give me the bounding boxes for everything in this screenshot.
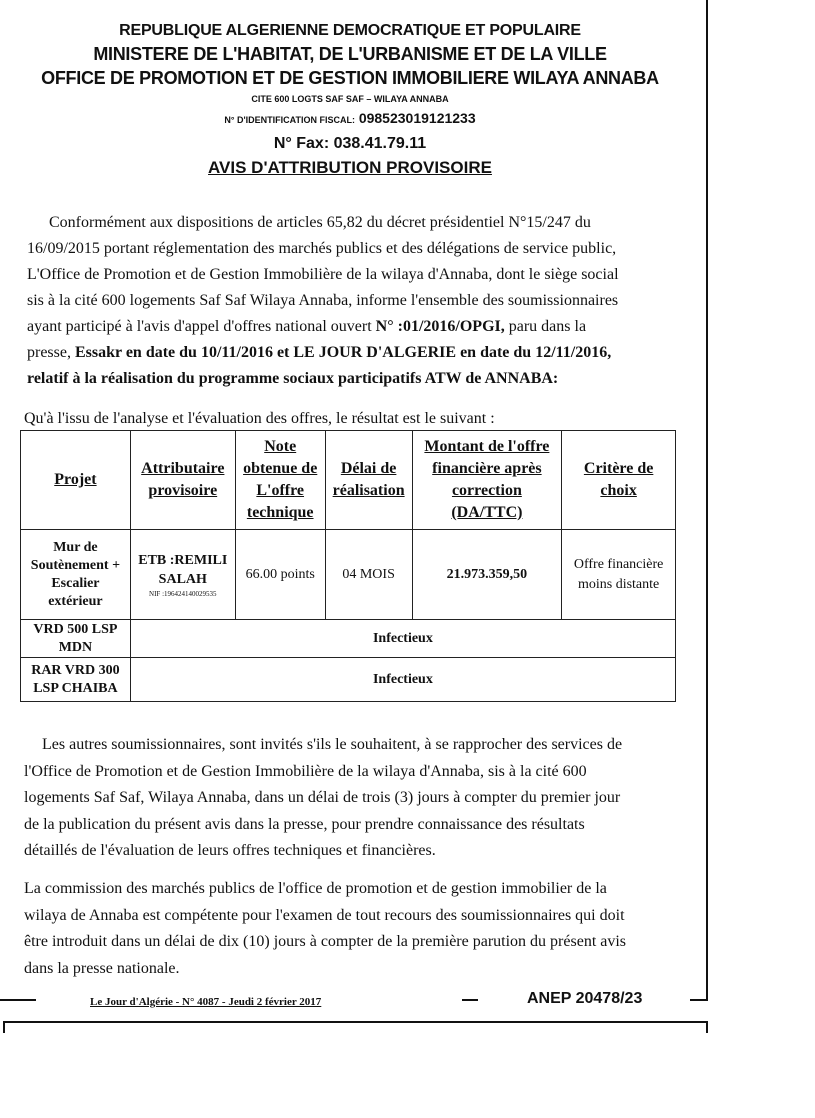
- row2-status: Infectieux: [130, 620, 675, 658]
- row1-delai: 04 MOIS: [325, 530, 412, 620]
- press-dates: Essakr en date du 10/11/2016 et LE JOUR D'ALGERIE en date du 12/11/2016,: [74, 344, 612, 361]
- p3-line4: dans la presse nationale.: [24, 959, 180, 977]
- p1-line3: L'Office de Promotion et de Gestion Immobilière de la wilaya d'Annaba, dont le siège social: [27, 266, 619, 283]
- row1-note: 66.00 points: [235, 530, 325, 620]
- header-fiscal: [40, 110, 660, 126]
- p1-line4: sis à la cité 600 logements Saf Saf Wilaya Annaba, informe l'ensemble des soumissionnaires: [27, 292, 619, 309]
- header-office: OFFICE DE PROMOTION ET DE GESTION IMMOBILIERE WILAYA ANNABA: [41, 68, 659, 88]
- fiscal-label: N° D'IDENTIFICATION FISCAL:: [224, 115, 355, 125]
- anep-reference: ANEP 20478/23: [527, 990, 643, 1007]
- table-row: [21, 530, 676, 620]
- header-address: CITE 600 LOGTS SAF SAF – WILAYA ANNABA: [251, 94, 449, 104]
- tender-number: N° :01/2016/OPGI,: [375, 318, 505, 335]
- notice-title: AVIS D'ATTRIBUTION PROVISOIRE: [208, 158, 492, 177]
- header-critere: Critère de choix: [562, 431, 676, 530]
- p3-line1: La commission des marchés publics de l'office de promotion et de gestion immobilier de la: [24, 880, 607, 897]
- header-republic: REPUBLIQUE ALGERIENNE DEMOCRATIQUE ET POPULAIRE: [119, 22, 581, 39]
- row1-projet: Mur de Soutènement + Escalier extérieur: [21, 530, 131, 620]
- row1-attributaire: ETB :REMILI SALAH NIF :196424140029535: [130, 530, 235, 620]
- bottom-frame-right: [706, 1021, 708, 1033]
- header-note: Note obtenue de L'offre technique: [235, 431, 325, 530]
- footer-rule-right: [690, 999, 708, 1001]
- footer-rule-left: [0, 999, 36, 1001]
- p3-line3: être introduit dans un délai de dix (10) jours à compter de la première parution du présent avis: [24, 933, 627, 950]
- p1-line7: relatif à la réalisation du programme sociaux participatifs ATW de ANNABA:: [27, 370, 559, 387]
- header-delai: Délai de réalisation: [325, 431, 412, 530]
- right-border: [706, 0, 708, 1000]
- p2-line2: l'Office de Promotion et de Gestion Immobilière de la wilaya d'Annaba, sis à la cité 600: [24, 762, 587, 780]
- row3-projet: RAR VRD 300 LSP CHAIBA: [21, 658, 131, 702]
- p1-line5: [27, 314, 667, 340]
- p1-line1: Conformément aux dispositions de articles 65,82 du décret présidentiel N°15/247 du: [49, 214, 591, 231]
- nif-number: NIF :196424140029535: [149, 589, 217, 598]
- p2-line1: Les autres soumissionnaires, sont invités s'ils le souhaitent, à se rapprocher des services de: [42, 736, 623, 753]
- appeal-paragraph: [24, 876, 674, 982]
- table-header-row: [21, 431, 676, 530]
- p1-line6-text: presse,: [27, 344, 75, 361]
- table-row: [21, 658, 676, 702]
- p3-line2: wilaya de Annaba est compétente pour l'examen de tout recours des soumissionnaires qui doit: [24, 906, 625, 924]
- header-ministry: MINISTERE DE L'HABITAT, DE L'URBANISME ET DE LA VILLE: [93, 44, 607, 64]
- intro-paragraph: [27, 210, 667, 392]
- header-montant: Montant de l'offre financière après correction (DA/TTC): [412, 431, 562, 530]
- p2-line5: détaillés de l'évaluation de leurs offres techniques et financières.: [24, 842, 436, 859]
- p2-line3: logements Saf Saf, Wilaya Annaba, dans un délai de trois (3) jours à compter du premier jour: [24, 789, 621, 806]
- publication-footer: Le Jour d'Algérie - N° 4087 - Jeudi 2 février 2017: [90, 996, 322, 1008]
- footer-rule-middle: [462, 999, 478, 1001]
- p2-line4: de la publication du présent avis dans la presse, pour prendre connaissance des résultats: [24, 815, 585, 833]
- header-fax: N° Fax: 038.41.79.11: [273, 135, 427, 152]
- p1-line5-text: ayant participé à l'avis d'appel d'offres national ouvert: [27, 318, 376, 335]
- bottom-frame-top: [3, 1021, 708, 1023]
- fiscal-number: 098523019121233: [358, 110, 476, 126]
- row1-montant: 21.973.359,50: [412, 530, 562, 620]
- header-projet: Projet: [21, 431, 131, 530]
- bottom-frame-left: [3, 1021, 5, 1033]
- header-attributaire: Attributaire provisoire: [130, 431, 235, 530]
- row1-critere: Offre financière moins distante: [562, 530, 676, 620]
- results-table: [20, 430, 676, 702]
- p1-line5-end: paru dans la: [504, 318, 587, 335]
- p1-line6: [27, 340, 667, 366]
- row3-status: Infectieux: [130, 658, 675, 702]
- results-intro: Qu'à l'issu de l'analyse et l'évaluation des offres, le résultat est le suivant :: [24, 410, 495, 427]
- row2-projet: VRD 500 LSP MDN: [21, 620, 131, 658]
- table-row: [21, 620, 676, 658]
- p1-line2: 16/09/2015 portant réglementation des marchés publics et des délégations de service public,: [27, 240, 617, 257]
- other-bidders-paragraph: [24, 732, 674, 865]
